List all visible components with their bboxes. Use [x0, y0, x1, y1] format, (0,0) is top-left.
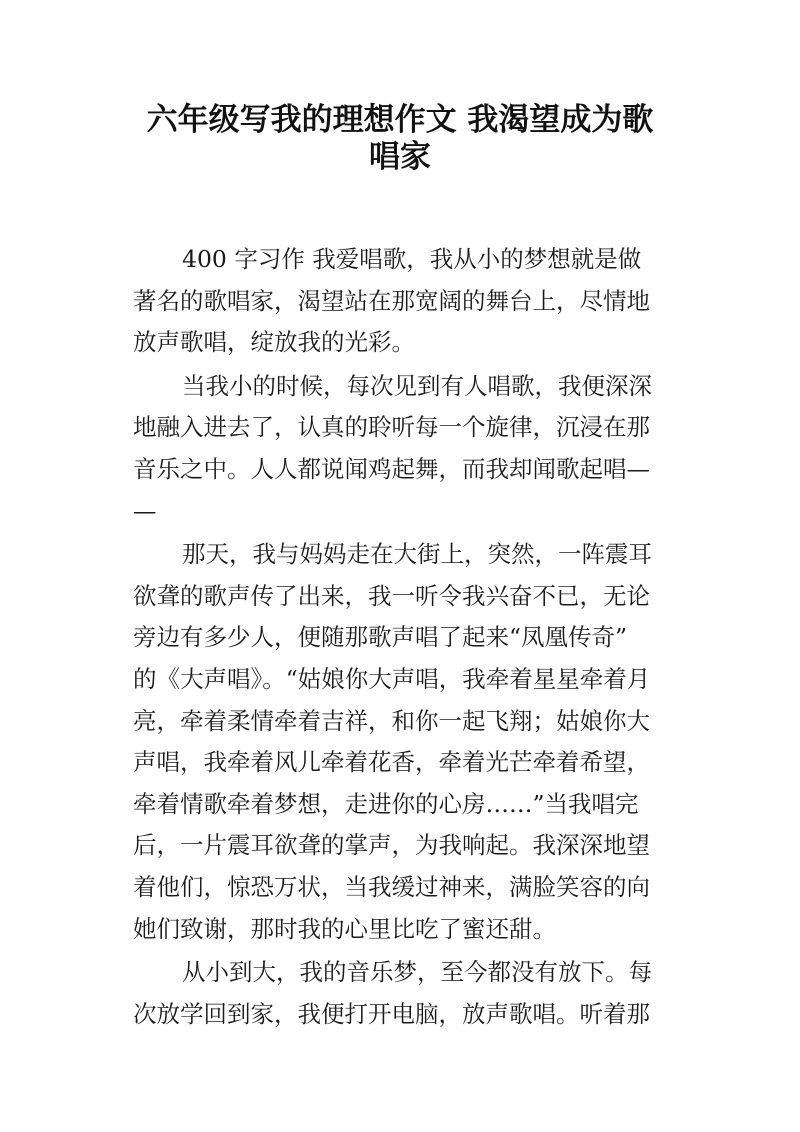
text-line: 从小到大，我的音乐梦，至今都没有放下。每	[182, 958, 652, 987]
text-line: —	[133, 496, 157, 525]
paragraph-3	[133, 534, 667, 950]
title-line-2: 唱家	[369, 139, 431, 175]
title-line-1: 六年级写我的理想作文 我渴望成为歌	[146, 102, 654, 138]
text-line: 400 字习作 我爱唱歌，我从小的梦想就是做	[182, 245, 642, 273]
text-line: 著名的歌唱家，渴望站在那宽阔的舞台上，尽情地	[133, 286, 650, 315]
text-line: 牵着情歌牵着梦想，走进你的心房……”当我唱完	[133, 789, 639, 818]
paragraph-1	[133, 239, 667, 364]
text-line: 那天，我与妈妈走在大街上，突然，一阵震耳	[182, 540, 652, 569]
document-body	[133, 239, 667, 1035]
text-line: 她们致谢，那时我的心里比吃了蜜还甜。	[133, 914, 556, 943]
text-line: 着他们，惊恐万状，当我缓过神来，满脸笑容的向	[133, 872, 650, 901]
text-line: 亮，牵着柔情牵着吉祥，和你一起飞翔；姑娘你大	[133, 706, 650, 735]
text-line: 当我小的时候，每次见到有人唱歌，我便深深	[182, 371, 652, 400]
paragraph-4	[133, 952, 667, 1035]
text-line: 地融入进去了，认真的聆听每一个旋律，沉浸在那	[133, 413, 650, 442]
paragraph-2	[133, 366, 667, 532]
text-line: 次放学回到家，我便打开电脑，放声歌唱。听着那	[133, 999, 650, 1028]
text-line: 旁边有多少人，便随那歌声唱了起来“凤凰传奇”	[133, 623, 628, 652]
text-line: 音乐之中。人人都说闻鸡起舞，而我却闻歌起唱—	[133, 454, 650, 483]
text-line: 欲聋的歌声传了出来，我一听令我兴奋不已，无论	[133, 581, 650, 610]
text-line: 后，一片震耳欲聋的掌声，为我响起。我深深地望	[133, 831, 650, 860]
text-line: 放声歌唱，绽放我的光彩。	[133, 328, 415, 357]
text-line: 的《大声唱》。“姑娘你大声唱，我牵着星星牵着月	[133, 664, 651, 693]
text-line: 声唱，我牵着风儿牵着花香，牵着光芒牵着希望，	[133, 748, 650, 777]
document-title	[100, 102, 700, 176]
